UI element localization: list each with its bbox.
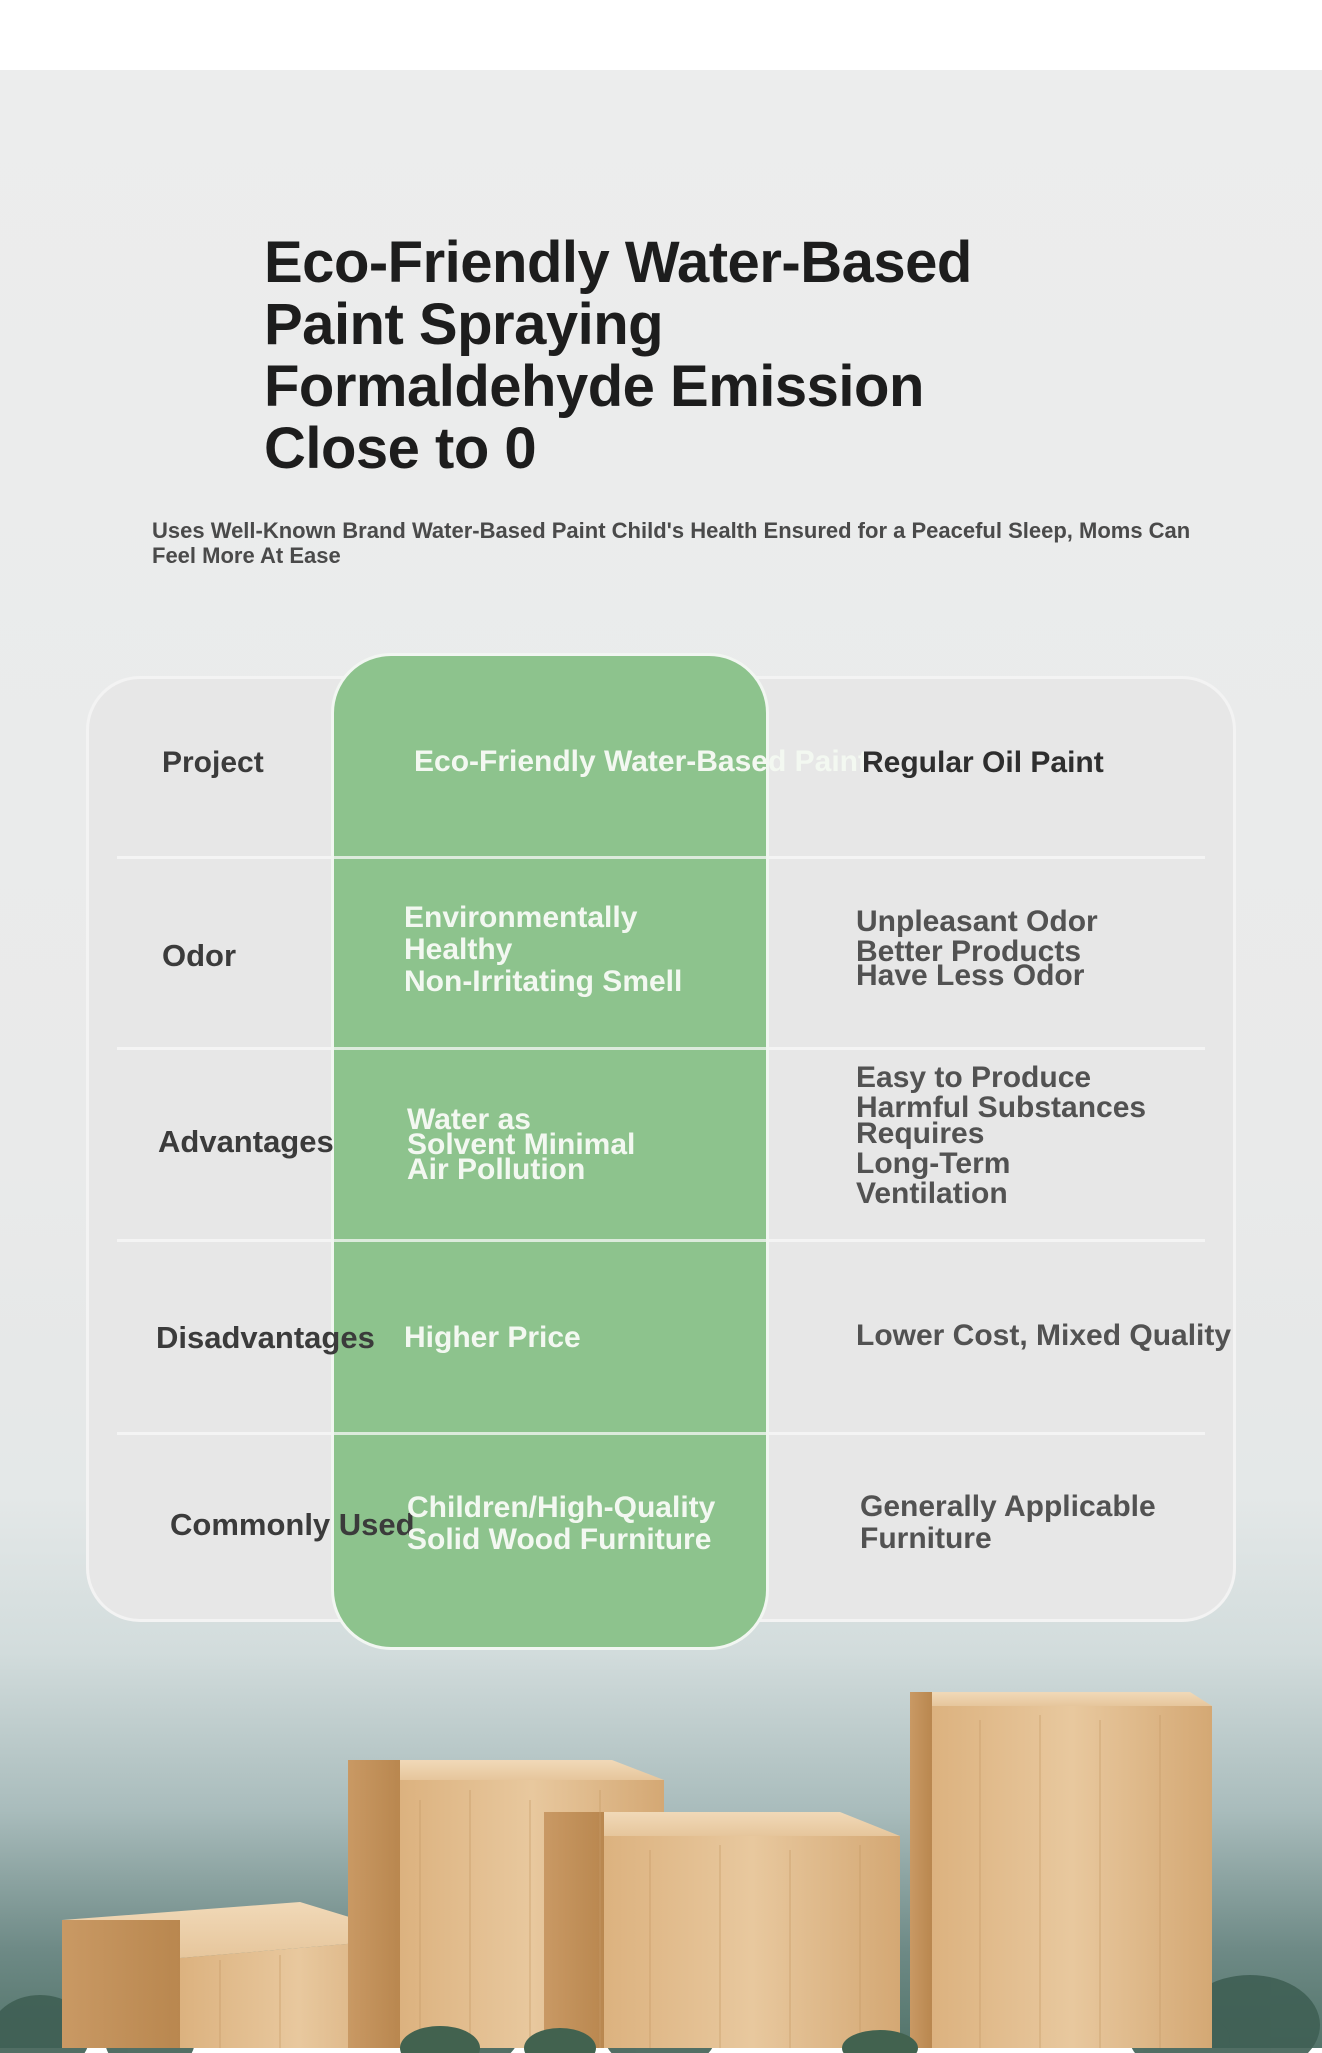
regular-odor-line: Better Products — [856, 935, 1082, 968]
regular-advantages-line: Requires — [856, 1117, 985, 1150]
page-title — [264, 232, 1164, 480]
eco-advantages-line: Water as — [407, 1103, 531, 1136]
regular-advantages-line: Easy to Produce — [856, 1061, 1092, 1094]
title-line: Paint Spraying — [264, 292, 664, 357]
row-label-commonly-used: Commonly Used — [170, 1507, 415, 1542]
eco-disadvantages-line: Higher Price — [404, 1321, 581, 1354]
header-eco-paint — [414, 745, 868, 778]
eco-disadvantages — [404, 1322, 581, 1354]
eco-advantages-line: Solvent Minimal — [407, 1128, 636, 1161]
row-divider-eco — [334, 1047, 766, 1050]
eco-odor-line: Healthy — [404, 933, 513, 966]
row-label-advantages: Advantages — [158, 1124, 334, 1159]
regular-advantages-line: Long-Term — [856, 1147, 1011, 1180]
header-project: Project — [162, 746, 264, 779]
row-divider-eco — [334, 1432, 766, 1435]
row-label-odor: Odor — [162, 938, 237, 973]
eco-commonly-used — [407, 1492, 715, 1556]
regular-odor — [856, 907, 1098, 991]
title-line: Close to 0 — [264, 416, 537, 481]
wooden-blocks-scene — [0, 1640, 1322, 2048]
subtitle: Uses Well-Known Brand Water-Based Paint Child's Health Ensured for a Peaceful Sleep, Moms Can Feel More At Ease — [152, 518, 1191, 568]
row-divider-eco — [334, 1239, 766, 1242]
regular-advantages-line: Harmful Substances — [856, 1091, 1147, 1124]
eco-advantages — [407, 1103, 636, 1186]
title-line: Eco-Friendly Water-Based — [264, 230, 972, 295]
eco-commonly-used-line: Children/High-Quality — [407, 1491, 716, 1524]
regular-commonly-used-line: Generally Applicable — [860, 1490, 1156, 1523]
regular-commonly-used-line: Furniture — [860, 1522, 992, 1555]
regular-odor-line: Have Less Odor — [856, 959, 1085, 992]
regular-disadvantages — [856, 1321, 1231, 1351]
regular-disadvantages-line: Lower Cost, Mixed Quality — [856, 1319, 1232, 1352]
header-eco-label: Eco-Friendly Water-Based Paint — [414, 745, 868, 778]
title-line: Formaldehyde Emission — [264, 354, 924, 419]
row-divider-eco — [334, 856, 766, 859]
regular-advantages-line: Ventilation — [856, 1177, 1008, 1210]
regular-commonly-used — [860, 1492, 1156, 1554]
header-regular-paint: Regular Oil Paint — [862, 746, 1104, 779]
eco-odor-line: Non-Irritating Smell — [404, 965, 683, 998]
eco-odor — [404, 902, 682, 998]
regular-advantages — [856, 1063, 1146, 1209]
regular-odor-line: Unpleasant Odor — [856, 905, 1098, 938]
top-white-strip — [0, 0, 1322, 70]
eco-odor-line: Environmentally — [404, 901, 638, 934]
eco-advantages-line: Air Pollution — [407, 1153, 586, 1186]
row-label-disadvantages: Disadvantages — [156, 1320, 375, 1355]
wooden-blocks-illustration — [0, 1640, 1322, 2048]
eco-commonly-used-line: Solid Wood Furniture — [407, 1523, 712, 1556]
